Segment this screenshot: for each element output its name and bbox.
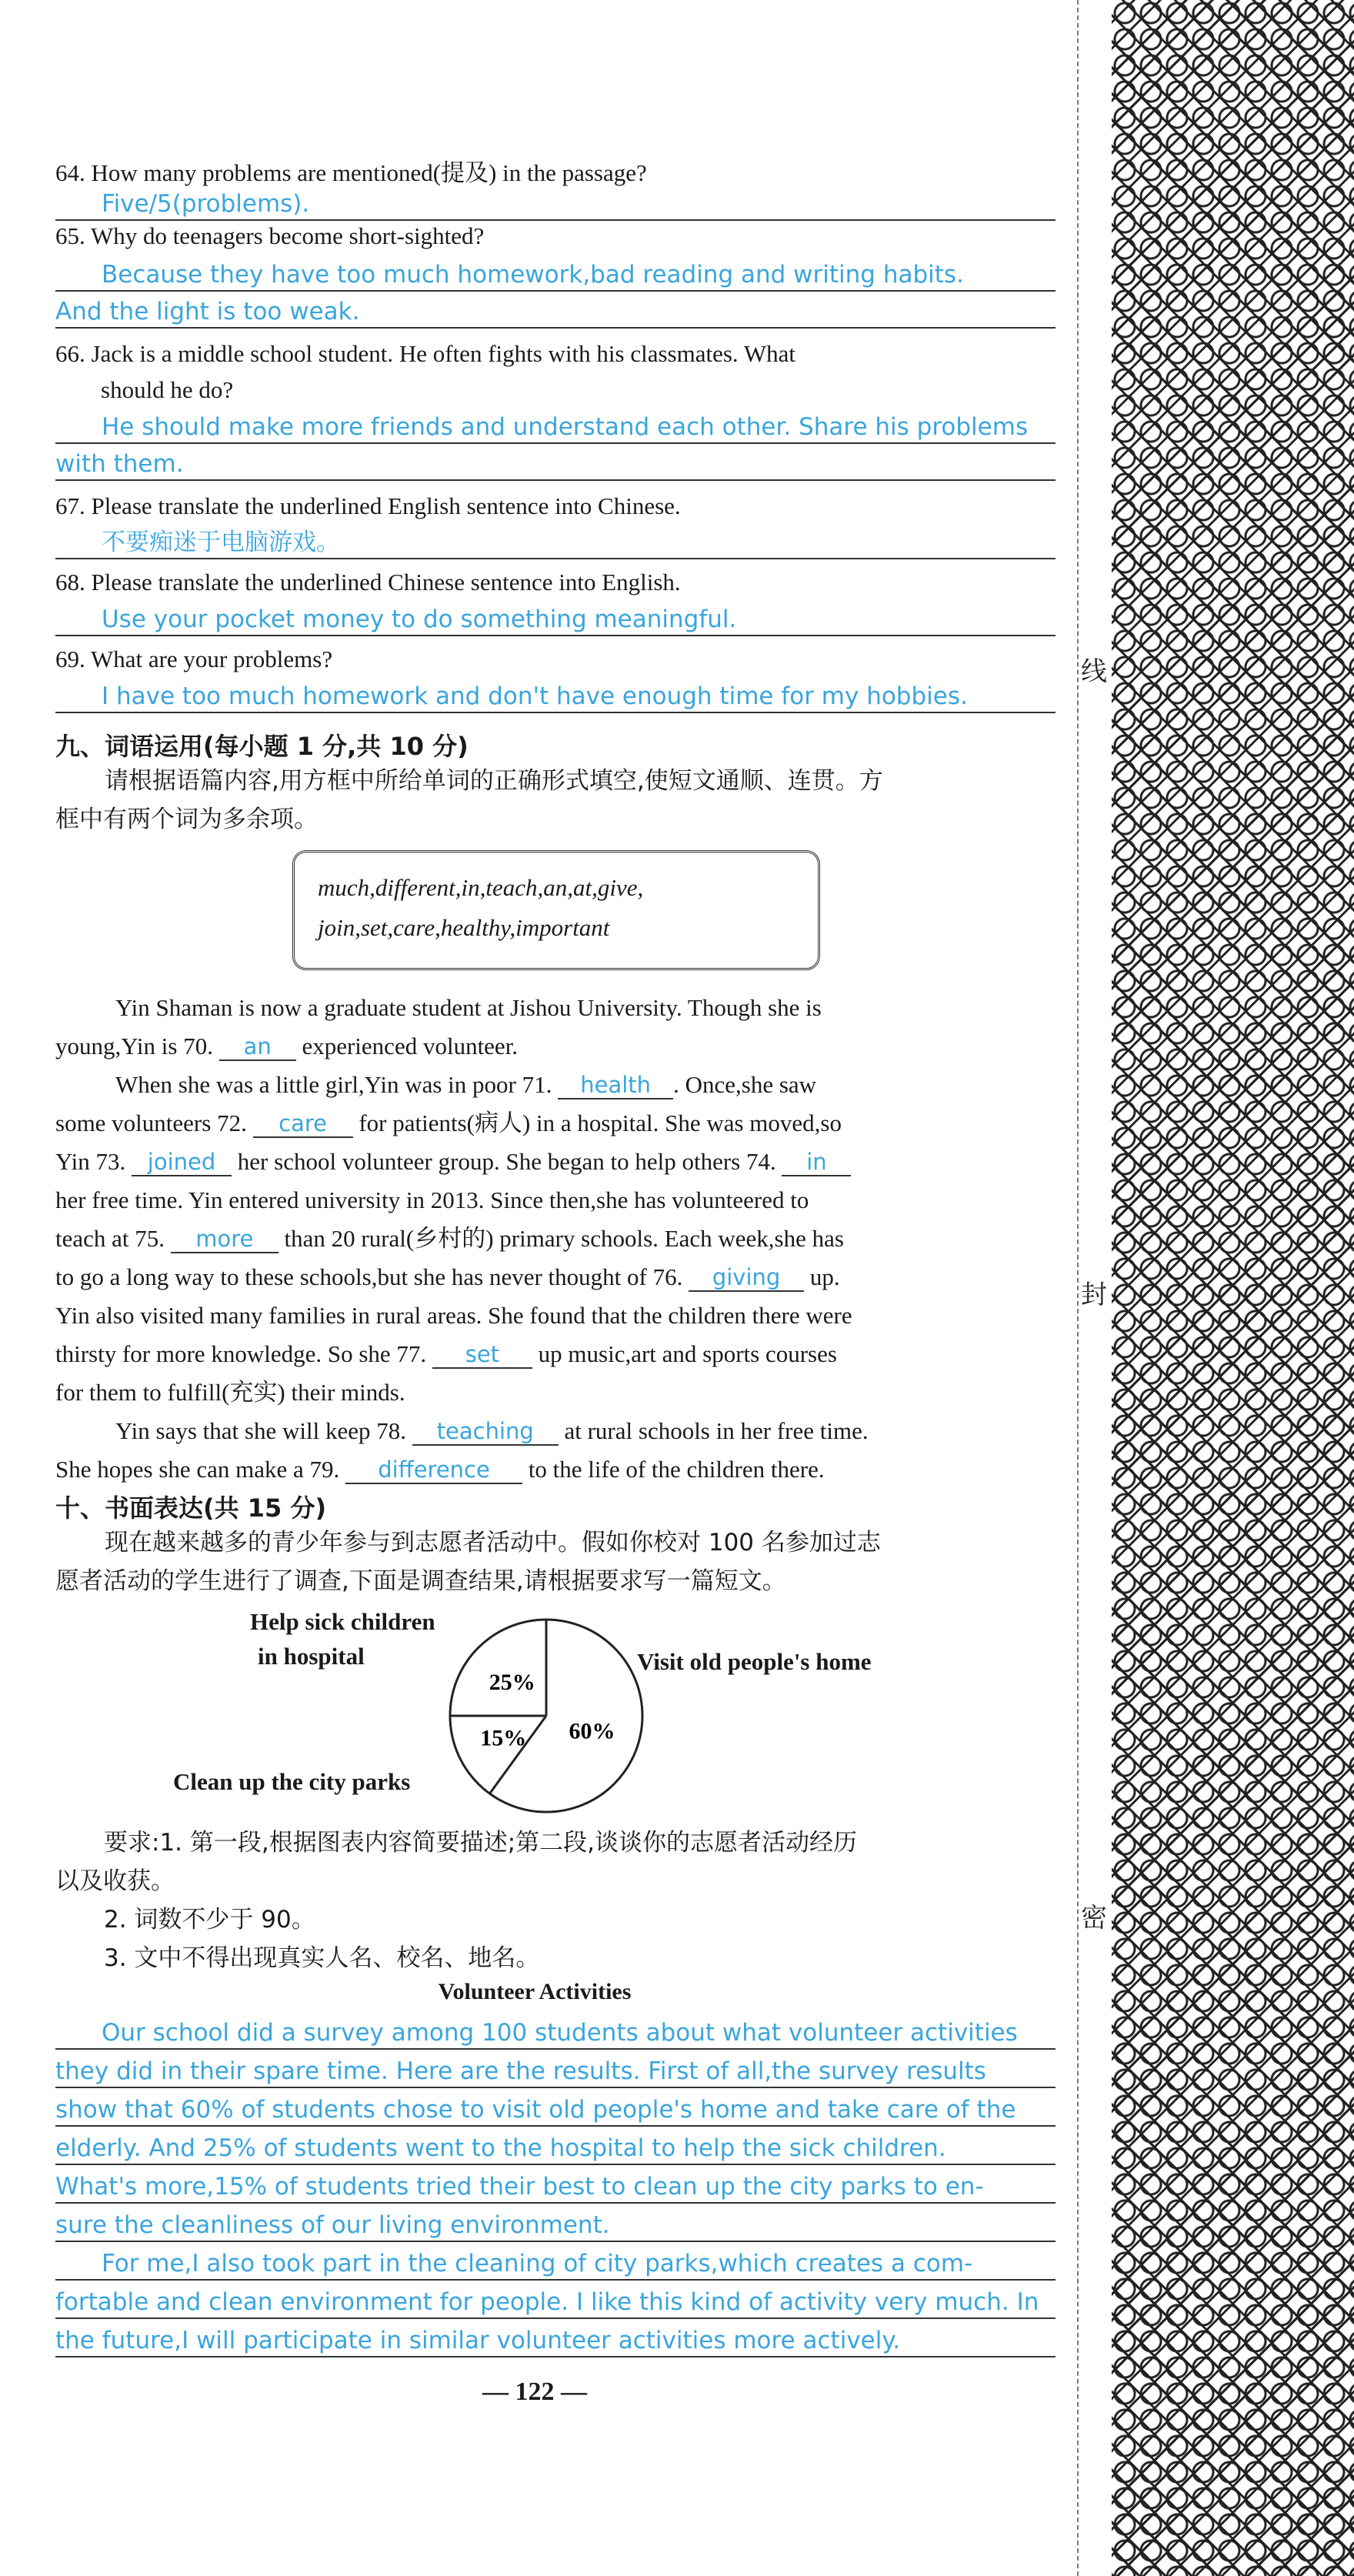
passage-line: thirsty for more knowledge. So she 77. set up music,art and sports courses — [55, 1340, 837, 1367]
blank-70: an — [219, 1033, 296, 1061]
requirement-2: 2. 词数不少于 90。 — [104, 1906, 315, 1934]
passage-line: When she was a little girl,Yin was in poor 71. health . Once,she saw — [115, 1071, 817, 1098]
question-66-line1: 66. Jack is a middle school student. He often fights with his classmates. What — [55, 340, 795, 367]
question-69: 69. What are your problems? — [55, 646, 333, 672]
essay-line: Our school did a survey among 100 students about what volunteer activities — [55, 2017, 1056, 2050]
essay-line: show that 60% of students chose to visit old people's home and take care of the — [55, 2094, 1056, 2127]
passage-line: to go a long way to these schools,but she has never thought of 76. giving up. — [55, 1263, 840, 1290]
word-box — [292, 850, 820, 970]
pie-slice-label: 25% — [489, 1669, 535, 1695]
blank-79: difference — [345, 1457, 522, 1484]
blank-77: set — [432, 1341, 532, 1369]
question-68: 68. Please translate the underlined Chinese sentence into English. — [55, 569, 681, 596]
decorative-pattern-strip — [1112, 0, 1354, 2576]
passage-line: some volunteers 72. care for patients(病人) in a hospital. She was moved,so — [55, 1109, 842, 1136]
question-65: 65. Why do teenagers become short-sighted? — [55, 222, 485, 249]
essay-line: What's more,15% of students tried their best to clean up the city parks to en- — [55, 2171, 1056, 2204]
binding-char-mi: 密 — [1081, 1903, 1107, 1934]
answer-66-line1: He should make more friends and understand each other. Share his problems — [55, 412, 1056, 444]
passage-line: for them to fulfill(充实) their minds. — [55, 1379, 405, 1406]
passage-line: Yin says that she will keep 78. teaching at rural schools in her free time. — [115, 1417, 869, 1444]
question-64: 64. How many problems are mentioned(提及) in the passage? — [55, 159, 647, 186]
answer-68: Use your pocket money to do something meaningful. — [55, 604, 1056, 636]
essay-line: they did in their spare time. Here are the results. First of all,the survey results — [55, 2056, 1056, 2088]
page-number: — 122 — — [482, 2377, 587, 2406]
answer-66-line2: with them. — [55, 449, 1056, 481]
requirement-3: 3. 文中不得出现真实人名、校名、地名。 — [104, 1944, 540, 1972]
passage-line: her free time. Yin entered university in 2013. Since then,she has volunteered to — [55, 1186, 809, 1213]
blank-71: health — [558, 1072, 673, 1099]
section-9-instruction-2: 框中有两个词为多余项。 — [55, 806, 318, 833]
answer-65-line1: Because they have too much homework,bad reading and writing habits. — [55, 259, 1056, 292]
section-10-heading: 十、书面表达(共 15 分) — [55, 1493, 327, 1523]
essay-title: Volunteer Activities — [438, 1979, 632, 2004]
pie-label-clean-city-parks: Clean up the city parks — [173, 1768, 411, 1795]
answer-69: I have too much homework and don't have enough time for my hobbies. — [55, 681, 1056, 713]
essay-line: sure the cleanliness of our living environment. — [55, 2210, 1056, 2242]
binding-char-feng: 封 — [1081, 1280, 1107, 1310]
answer-67: 不要痴迷于电脑游戏。 — [55, 527, 1056, 559]
blank-78: teaching — [412, 1418, 559, 1446]
passage-line: Yin 73. joined her school volunteer group. She began to help others 74. in — [55, 1143, 1056, 1181]
passage-line: Yin also visited many families in rural areas. She found that the children there were — [55, 1302, 852, 1329]
pie-slice-label: 15% — [480, 1725, 527, 1751]
passage-line: young,Yin is 70. an experienced volunteer. — [55, 1033, 519, 1059]
passage-line: teach at 75. more than 20 rural(乡村的) primary schools. Each week,she has — [55, 1225, 844, 1252]
word-box-line-2: join,set,care,healthy,important — [318, 914, 610, 941]
pie-label-help-sick-children-line1: Help sick children — [250, 1608, 435, 1635]
binding-line — [1077, 0, 1079, 2576]
essay-line: fortable and clean environment for people. I like this kind of activity very much. In — [55, 2287, 1056, 2319]
pie-chart — [439, 1608, 654, 1824]
essay-line: For me,I also took part in the cleaning of city parks,which creates a com- — [55, 2248, 1056, 2281]
section-10-instruction-2: 愿者活动的学生进行了调查,下面是调查结果,请根据要求写一篇短文。 — [55, 1567, 786, 1595]
section-9-heading: 九、词语运用(每小题 1 分,共 10 分) — [55, 732, 469, 761]
question-66-line2: should he do? — [101, 376, 234, 403]
pie-slice-label: 60% — [569, 1718, 615, 1744]
question-67: 67. Please translate the underlined English sentence into Chinese. — [55, 492, 681, 519]
requirement-1-line2: 以及收获。 — [55, 1867, 175, 1895]
blank-75: more — [171, 1226, 278, 1253]
blank-73: joined — [132, 1149, 232, 1176]
blank-72: care — [253, 1110, 353, 1138]
answer-65-line2: And the light is too weak. — [55, 296, 1056, 329]
passage-line: Yin Shaman is now a graduate student at Jishou University. Though she is — [115, 994, 822, 1021]
requirement-1-line1: 要求:1. 第一段,根据图表内容简要描述;第二段,谈谈你的志愿者活动经历 — [104, 1829, 858, 1857]
blank-74: in — [782, 1149, 851, 1176]
section-10-instruction-1: 现在越来越多的青少年参与到志愿者活动中。假如你校对 100 名参加过志 — [105, 1529, 881, 1557]
passage-line: She hopes she can make a 79. difference to the life of the children there. — [55, 1456, 825, 1483]
blank-76: giving — [689, 1264, 804, 1292]
answer-64: Five/5(problems). — [55, 189, 1056, 221]
essay-line: the future,I will participate in similar volunteer activities more actively. — [55, 2325, 1056, 2357]
section-9-instruction-1: 请根据语篇内容,用方框中所给单词的正确形式填空,使短文通顺、连贯。方 — [105, 767, 883, 795]
word-box-line-1: much,different,in,teach,an,at,give, — [318, 874, 644, 901]
binding-char-xian: 线 — [1081, 656, 1107, 687]
essay-line: elderly. And 25% of students went to the hospital to help the sick children. — [55, 2133, 1056, 2165]
pie-label-help-sick-children-line2: in hospital — [258, 1643, 365, 1670]
pie-label-visit-old-people: Visit old people's home — [637, 1648, 872, 1675]
